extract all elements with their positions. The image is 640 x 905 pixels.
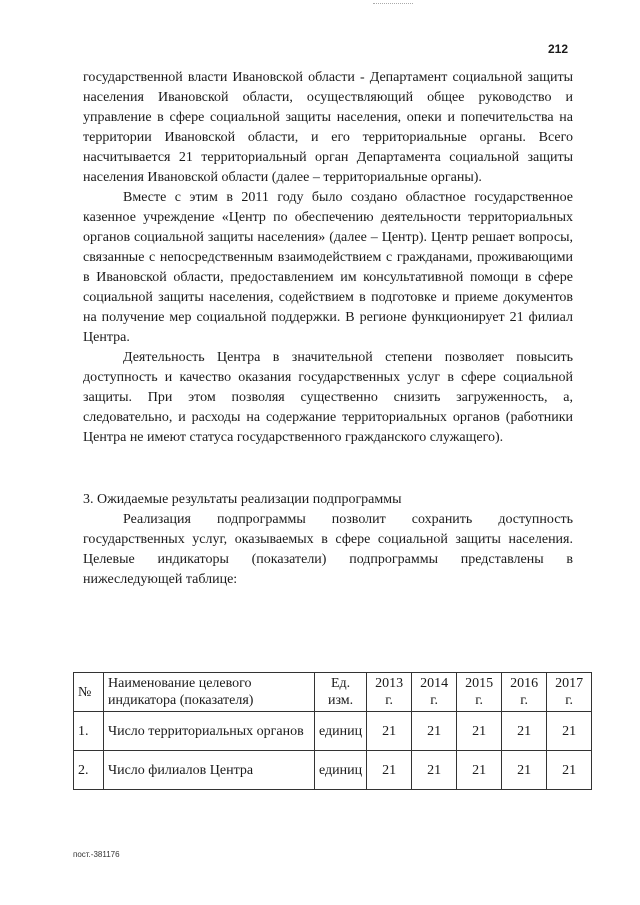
header-year-2016: 2016 г. xyxy=(502,673,547,712)
table-row xyxy=(74,712,592,751)
paragraph-4: Реализация подпрограммы позволит сохранить доступность государственных услуг, оказываемых в сфере социальной защиты населения. Целевые индикаторы (показатели) подпрограммы представлены в нижеследующей таблице: xyxy=(83,512,573,587)
header-year-2015: 2015 г. xyxy=(457,673,502,712)
header-number: № xyxy=(74,673,104,712)
row-value-2014: 21 xyxy=(412,712,457,751)
row-value-2013: 21 xyxy=(367,712,412,751)
header-year-2013: 2013 г. xyxy=(367,673,412,712)
row-unit: единиц xyxy=(315,712,367,751)
footer-code: пост.-381176 xyxy=(73,850,120,859)
paragraph-3: Деятельность Центра в значительной степени позволяет повысить доступность и качество оказания государственных услуг в сфере социальной защиты. При этом позволяя существенно снизить загруженность, а, следовательно, и расходы на содержание территориальных органов (работники Центра не имеют статуса государственного гражданского служащего). xyxy=(83,350,573,445)
page-number: 212 xyxy=(548,42,569,56)
row-unit: единиц xyxy=(315,751,367,790)
row-indicator-name: Число территориальных органов xyxy=(104,712,315,751)
row-value-2014: 21 xyxy=(412,751,457,790)
header-year-2014: 2014 г. xyxy=(412,673,457,712)
header-unit: Ед. изм. xyxy=(315,673,367,712)
row-value-2016: 21 xyxy=(502,751,547,790)
header-indicator-name: Наименование целевого индикатора (показателя) xyxy=(104,673,315,712)
row-value-2017: 21 xyxy=(547,712,592,751)
row-value-2015: 21 xyxy=(457,751,502,790)
row-value-2015: 21 xyxy=(457,712,502,751)
header-year-2017: 2017 г. xyxy=(547,673,592,712)
table-header-row xyxy=(74,673,592,712)
row-value-2016: 21 xyxy=(502,712,547,751)
paragraph-1: государственной власти Ивановской области - Департамент социальной защиты населения Ивановской области, осуществляющий общее руководство и управление в сфере социальной защиты населения, опеки и попечительства на территории Ивановской области, и его территориальные органы. Всего насчитывается 21 территориальный орган Департамента социальной защиты населения Ивановской области (далее – территориальные органы). xyxy=(83,70,573,185)
scan-artifact xyxy=(373,3,413,7)
row-number: 1. xyxy=(74,712,104,751)
table-row xyxy=(74,751,592,790)
indicators-table xyxy=(73,672,592,790)
row-indicator-name: Число филиалов Центра xyxy=(104,751,315,790)
paragraph-2: Вместе с этим в 2011 году было создано областное государственное казенное учреждение «Центр по обеспечению деятельности территориальных органов социальной защиты населения» (далее – Центр). Центр решает вопросы, связанные с непосредственным взаимодействием с гражданами, проживающими в Ивановской области, предоставлением им консультативной помощи в сфере социальной защиты населения, содействием в подготовке и приеме документов на получение мер социальной поддержки. В регионе функционирует 21 филиал Центра. xyxy=(83,190,573,345)
row-value-2017: 21 xyxy=(547,751,592,790)
section-heading: 3. Ожидаемые результаты реализации подпрограммы xyxy=(83,492,402,507)
row-number: 2. xyxy=(74,751,104,790)
document-body xyxy=(83,68,573,590)
row-value-2013: 21 xyxy=(367,751,412,790)
